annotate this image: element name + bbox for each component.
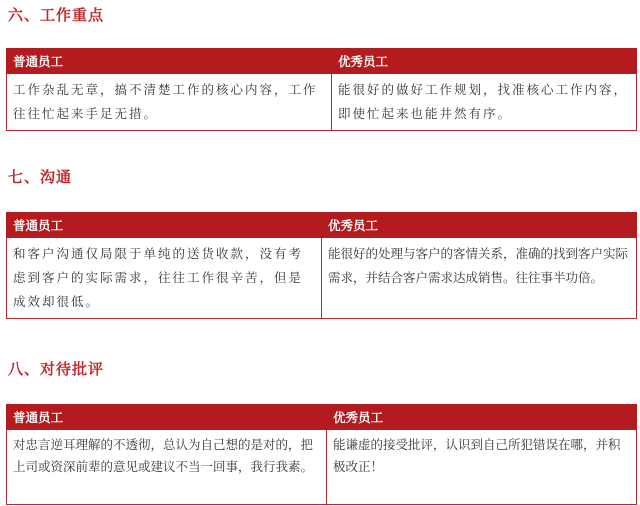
table-header-row	[7, 405, 637, 430]
comparison-table-work-focus	[6, 48, 637, 131]
cell-ordinary-employee: 对忠言逆耳理解的不透彻，总认为自己想的是对的，把上司或资深前辈的意见或建议不当一回事，我行我素。	[7, 430, 327, 505]
table-row	[7, 430, 637, 505]
cell-excellent-employee: 能谦虚的接受批评，认识到自己所犯错误在哪，并积极改正！	[327, 430, 637, 505]
header-ordinary-employee: 普通员工	[7, 49, 332, 74]
comparison-table-communication	[6, 212, 637, 319]
section-title-work-focus: 六、工作重点	[8, 6, 105, 24]
header-ordinary-employee: 普通员工	[7, 213, 322, 238]
table-header-row	[7, 49, 637, 74]
header-excellent-employee: 优秀员工	[327, 405, 637, 430]
cell-ordinary-employee: 工作杂乱无章，搞不清楚工作的核心内容，工作往往忙起来手足无措。	[7, 74, 332, 131]
table-row	[7, 238, 637, 319]
section-title-communication: 七、沟通	[8, 168, 73, 186]
table-header-row	[7, 213, 637, 238]
section-title-handling-criticism: 八、对待批评	[8, 360, 105, 378]
cell-ordinary-employee: 和客户沟通仅局限于单纯的送货收款，没有考虑到客户的实际需求，往往工作很辛苦，但是成效却很低。	[7, 238, 322, 319]
header-ordinary-employee: 普通员工	[7, 405, 327, 430]
cell-excellent-employee: 能很好的做好工作规划，找准核心工作内容，即使忙起来也能井然有序。	[332, 74, 637, 131]
header-excellent-employee: 优秀员工	[332, 49, 637, 74]
cell-excellent-employee: 能很好的处理与客户的客情关系，准确的找到客户实际需求，并结合客户需求达成销售。往往事半功倍。	[322, 238, 637, 319]
header-excellent-employee: 优秀员工	[322, 213, 637, 238]
table-row	[7, 74, 637, 131]
comparison-table-handling-criticism	[6, 404, 637, 505]
